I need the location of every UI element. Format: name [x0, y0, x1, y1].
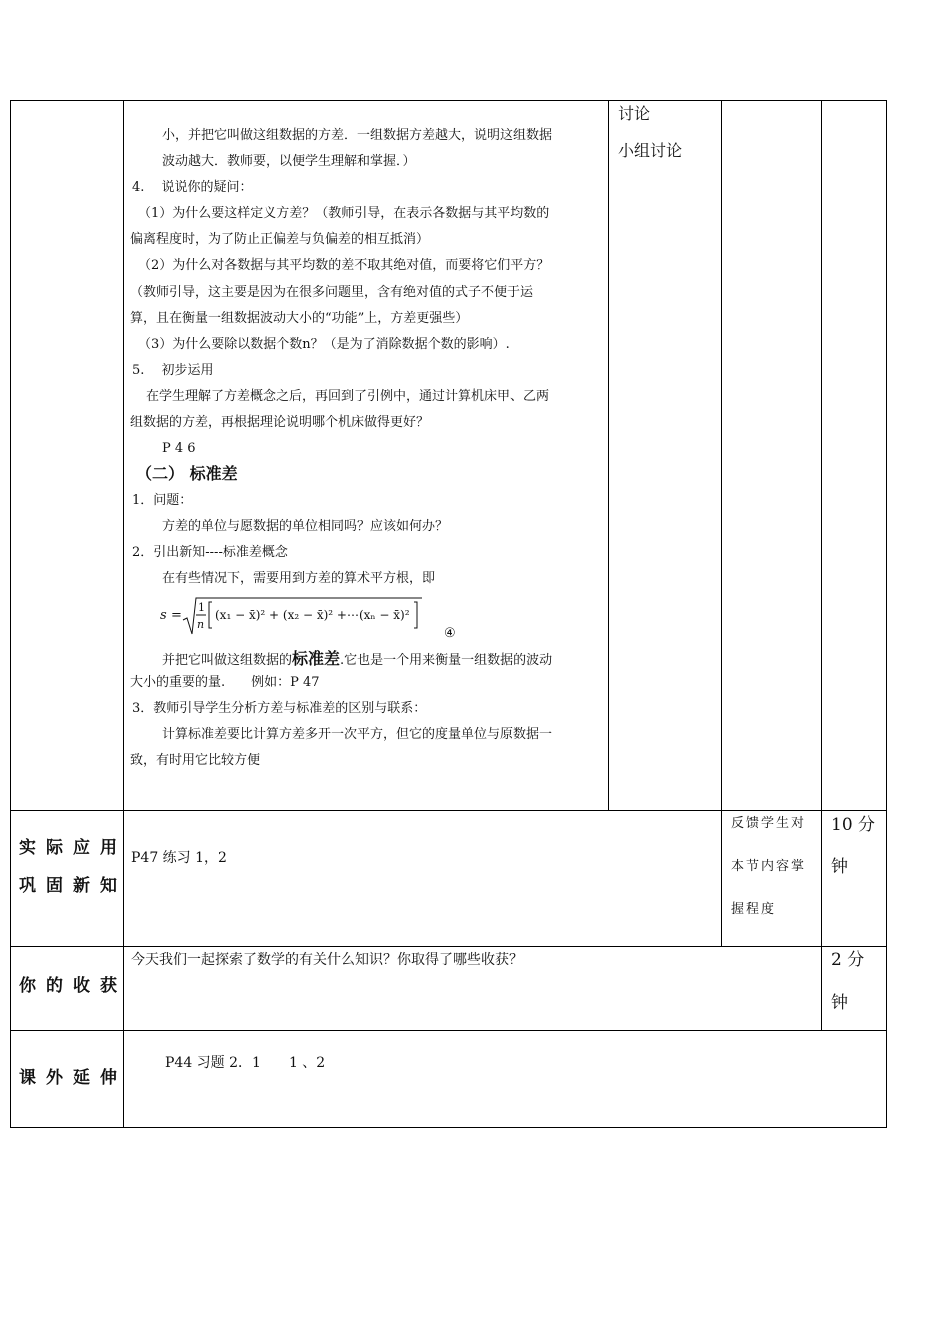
content-line: 计算标准差要比计算方差多开一次平方，但它的度量单位与原数据一	[162, 727, 553, 742]
content-line: （2）为什么对各数据与其平均数的差不取其绝对值，而要将它们平方？	[138, 258, 550, 273]
content-line	[162, 649, 552, 669]
svg-text:s: s	[160, 608, 167, 623]
content-line: 偏离程度时，为了防止正偏差与负偏差的相互抵消）	[130, 232, 430, 247]
content-line: 3．教师引导学生分析方差与标准差的区别与联系：	[132, 701, 427, 716]
std-line-suffix: .它也是一个用来衡量一组数据的波动	[340, 653, 553, 668]
content-line: （教师引导，这主要是因为在很多问题里，含有绝对值的式子不便于运	[130, 285, 534, 300]
table-right-border	[886, 100, 887, 1128]
time-allocation: 2 分	[831, 950, 865, 970]
equation-number: ④	[444, 626, 456, 641]
content-line: 4. 说说你的疑问：	[132, 180, 253, 195]
content-line: 小，并把它叫做这组数据的方差．一组数据方差越大，说明这组数据	[162, 128, 553, 143]
row-title: 课外延伸	[19, 1068, 127, 1088]
column-divider	[608, 100, 609, 811]
row-divider	[10, 946, 887, 947]
content-line: 1．问题：	[132, 493, 193, 508]
content-line: （1）为什么要这样定义方差？（教师引导，在表示各数据与其平均数的	[138, 206, 550, 221]
std-line-prefix: 并把它叫做这组数据的	[162, 653, 293, 668]
content-line: 在学生理解了方差概念之后，再回到了引例中，通过计算机床甲、乙两	[146, 389, 550, 404]
design-intent: 握程度	[731, 902, 777, 917]
application-content: P47 练习 1，2	[131, 850, 227, 866]
time-allocation: 10 分	[831, 815, 876, 835]
page-reference: P 4 6	[162, 441, 196, 456]
student-activity: 讨论	[618, 104, 651, 123]
svg-text:1: 1	[198, 601, 205, 614]
content-line: 5. 初步运用	[132, 363, 214, 378]
content-line: 在有些情况下，需要用到方差的算术平方根，即	[162, 571, 436, 586]
content-line: 2．引出新知----标准差概念	[132, 545, 288, 560]
column-divider	[821, 100, 822, 1031]
content-line: 算，且在衡量一组数据波动大小的“功能”上，方差更强些）	[130, 311, 469, 326]
content-line: （3）为什么要除以数据个数n？（是为了消除数据个数的影响）.	[138, 337, 510, 352]
time-allocation: 钟	[831, 857, 848, 877]
row-divider	[10, 810, 887, 811]
table-bottom-border	[10, 1127, 887, 1128]
extension-content: P44 习题 2．1 1 、2	[165, 1055, 326, 1071]
design-intent: 反馈学生对	[731, 816, 807, 831]
content-line: 方差的单位与愿数据的单位相同吗？应该如何办？	[162, 519, 449, 534]
student-activity: 小组讨论	[618, 141, 683, 160]
svg-text:n: n	[197, 618, 205, 631]
design-intent: 本节内容掌	[731, 859, 807, 874]
section-heading: （二） 标准差	[136, 464, 238, 483]
svg-text:(x₁ − x̄)² + (x₂ − x̄)² +⋯(xₙ: (x₁ − x̄)² + (x₂ − x̄)² +⋯(xₙ − x̄)²	[215, 608, 410, 622]
std-formula	[160, 596, 425, 636]
content-line: 致，有时用它比较方便	[130, 753, 261, 768]
row-title: 你的收获	[19, 976, 127, 996]
row-title: 巩固新知	[19, 876, 127, 896]
row-title: 实际应用	[19, 838, 127, 858]
content-line: 大小的重要的量. 例如：P 47	[130, 675, 320, 690]
harvest-content: 今天我们一起探索了数学的有关什么知识？你取得了哪些收获？	[131, 952, 523, 968]
table-top-border	[10, 100, 887, 101]
std-term: 标准差	[292, 649, 341, 668]
time-allocation: 钟	[831, 993, 848, 1013]
table-left-border	[10, 100, 11, 1128]
row-divider	[10, 1030, 887, 1031]
column-divider	[721, 100, 722, 947]
svg-text:=: =	[171, 608, 182, 623]
content-line: 组数据的方差，再根据理论说明哪个机床做得更好？	[130, 415, 430, 430]
content-line: 波动越大．教师要，以便学生理解和掌握．）	[162, 154, 416, 169]
